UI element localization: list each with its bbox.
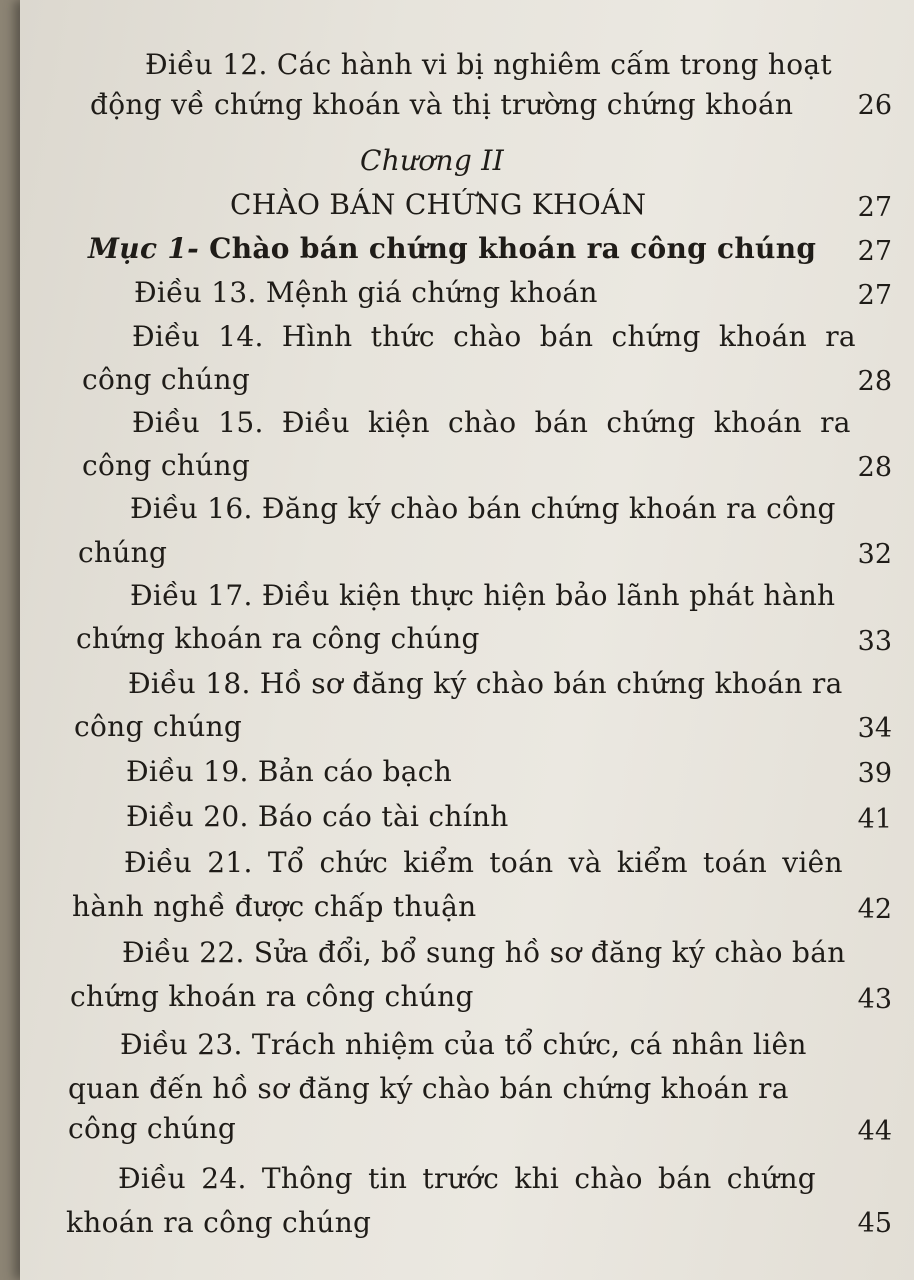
chapter-title: CHÀO BÁN CHỨNG KHOÁN: [230, 188, 647, 221]
toc-page-number: 27: [857, 280, 892, 311]
toc-page-number: 27: [857, 236, 892, 267]
toc-page-number: 43: [857, 984, 892, 1015]
toc-entry-dieu23-line3: công chúng: [68, 1112, 237, 1145]
chapter-label: Chương II: [360, 144, 505, 177]
toc-entry-dieu20: Điều 20. Báo cáo tài chính: [126, 800, 509, 833]
toc-entry-dieu24-line1: Điều 24. Thông tin trước khi chào bán chứng: [118, 1162, 816, 1195]
toc-entry-dieu16-line2: chúng: [78, 536, 168, 569]
toc-entry-dieu18-line1: Điều 18. Hồ sơ đăng ký chào bán chứng khoán ra: [128, 667, 843, 700]
toc-page-number: 28: [857, 366, 892, 397]
book-page: [20, 0, 914, 1280]
toc-entry-dieu18-line2: công chúng: [74, 710, 243, 743]
toc-entry-dieu15-line1: Điều 15. Điều kiện chào bán chứng khoán ra: [132, 406, 851, 439]
toc-entry-dieu22-line1: Điều 22. Sửa đổi, bổ sung hồ sơ đăng ký chào bán: [122, 936, 846, 969]
toc-entry-dieu15-line2: công chúng: [82, 449, 251, 482]
toc-page-number: 44: [857, 1116, 892, 1147]
toc-page-number: 45: [857, 1208, 892, 1239]
section-prefix: Mục 1-: [88, 232, 200, 265]
toc-entry-dieu16-line1: Điều 16. Đăng ký chào bán chứng khoán ra công: [130, 492, 836, 525]
toc-entry-dieu23-line1: Điều 23. Trách nhiệm của tổ chức, cá nhân liên: [120, 1028, 807, 1061]
toc-entry-dieu12-line1: Điều 12. Các hành vi bị nghiêm cấm trong hoạt: [145, 48, 832, 81]
toc-entry-dieu14-line2: công chúng: [82, 363, 251, 396]
toc-page-number: 42: [857, 894, 892, 925]
toc-entry-dieu24-line2: khoán ra công chúng: [66, 1206, 372, 1239]
toc-page-number: 26: [857, 90, 892, 121]
toc-page-number: 33: [857, 626, 892, 657]
toc-entry-dieu22-line2: chứng khoán ra công chúng: [70, 980, 474, 1013]
toc-entry-dieu17-line1: Điều 17. Điều kiện thực hiện bảo lãnh phát hành: [130, 579, 836, 612]
toc-entry-dieu21-line1: Điều 21. Tổ chức kiểm toán và kiểm toán viên: [124, 846, 843, 879]
toc-page-number: 32: [857, 539, 892, 570]
toc-page-number: 39: [857, 758, 892, 789]
toc-page-number: 28: [857, 452, 892, 483]
toc-entry-dieu12-line2: động về chứng khoán và thị trường chứng khoán: [90, 88, 794, 121]
toc-entry-dieu19: Điều 19. Bản cáo bạch: [126, 755, 453, 788]
toc-page-number: 41: [857, 804, 892, 835]
toc-entry-dieu13: Điều 13. Mệnh giá chứng khoán: [134, 276, 598, 309]
toc-page-number: 27: [857, 192, 892, 223]
toc-entry-dieu14-line1: Điều 14. Hình thức chào bán chứng khoán ra: [132, 320, 856, 353]
section-title: Chào bán chứng khoán ra công chúng: [199, 232, 817, 265]
section-heading-muc1: [88, 232, 816, 265]
toc-entry-dieu17-line2: chứng khoán ra công chúng: [76, 622, 480, 655]
toc-entry-dieu21-line2: hành nghề được chấp thuận: [72, 890, 477, 923]
toc-page-number: 34: [857, 713, 892, 744]
toc-entry-dieu23-line2: quan đến hồ sơ đăng ký chào bán chứng khoán ra: [68, 1072, 789, 1105]
